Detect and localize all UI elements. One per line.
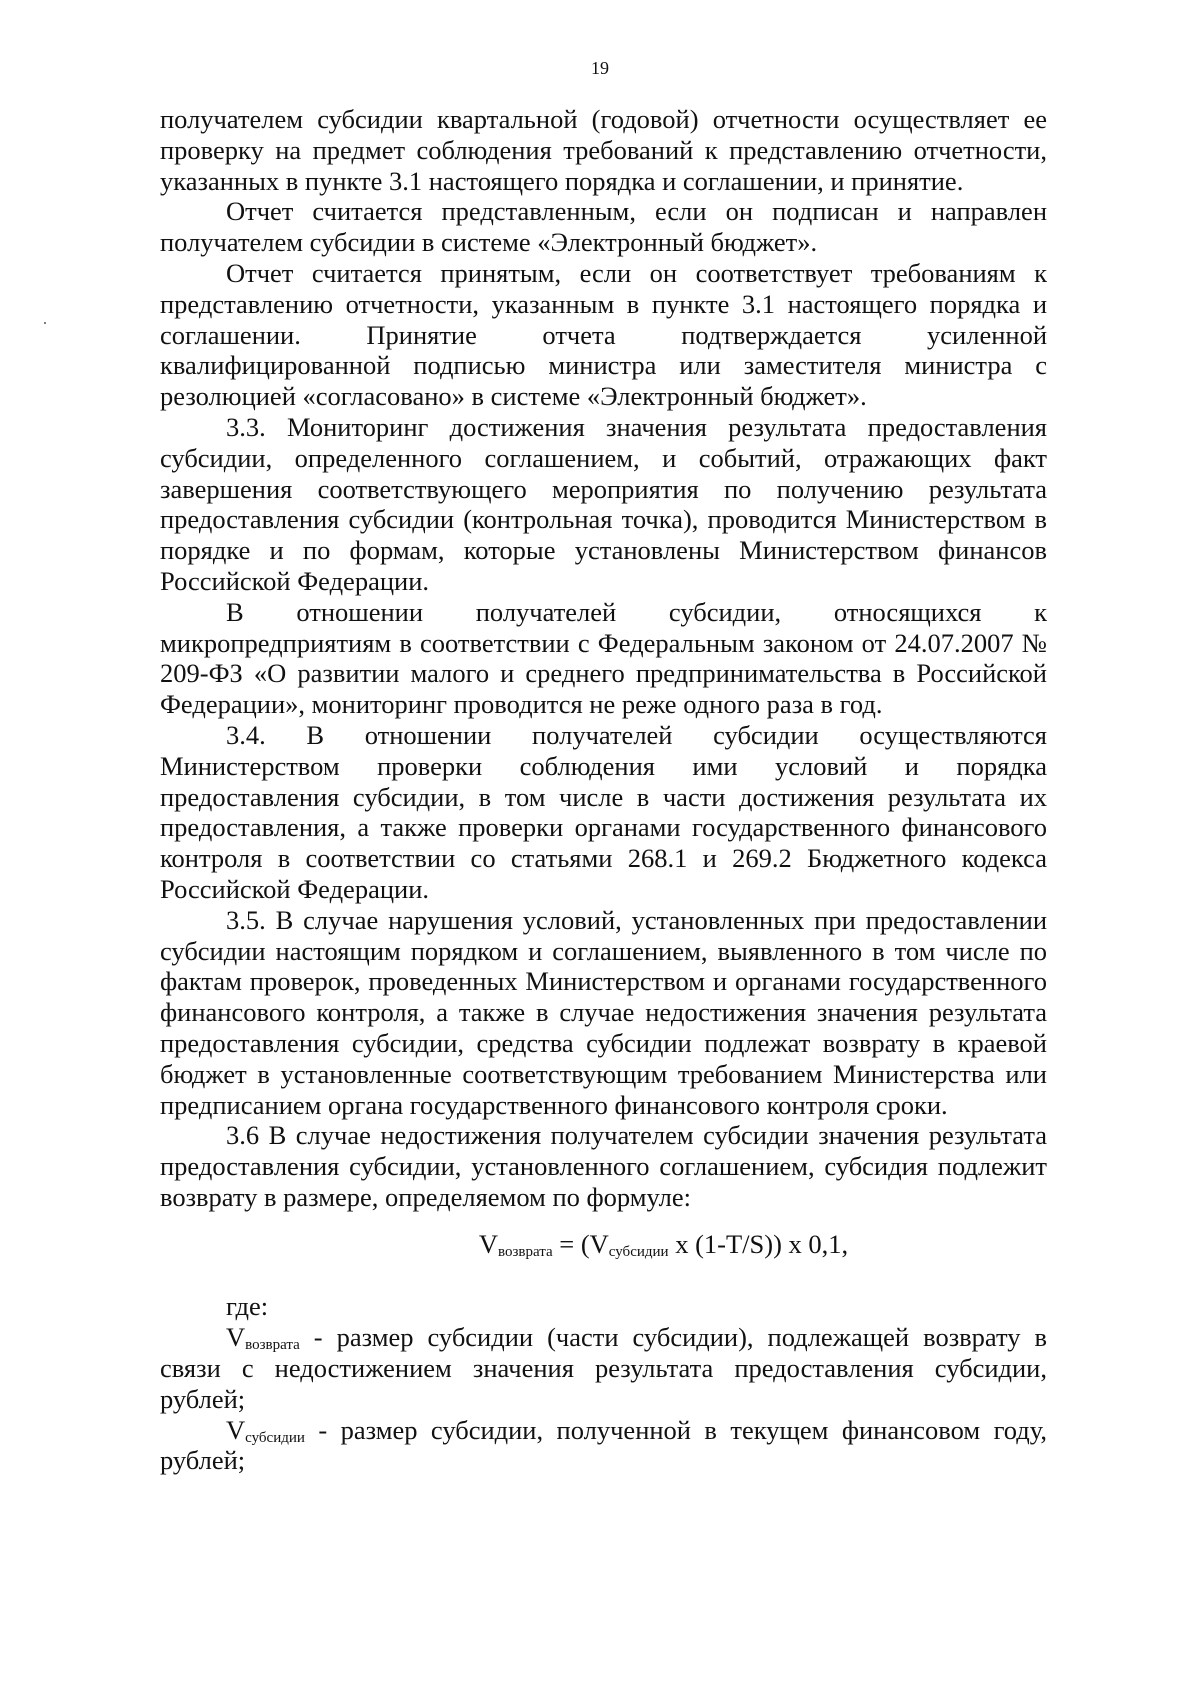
document-body [160, 104, 1047, 1476]
formula-subscript-return: возврата [497, 1243, 553, 1260]
refund-formula [160, 1229, 1047, 1260]
definition-text: - размер субсидии, полученной в текущем финансовом году, рублей; [160, 1414, 1047, 1476]
paragraph-report-submitted: Отчет считается представленным, если он подписан и направлен получателем субсидии в системе «Электронный бюджет». [160, 196, 1047, 258]
paragraph-microenterprises: В отношении получателей субсидии, относящихся к микропредприятиям в соответствии с Федеральным законом от 24.07.2007 № 209-ФЗ «О развитии малого и среднего предпринимательства в Российской Федерации», мониторинг проводится не реже одного раза в год. [160, 596, 1047, 720]
page-number: 19 [591, 58, 609, 78]
definition-symbol: V [226, 1414, 246, 1445]
formula-subscript-subsidy: субсидии [608, 1243, 669, 1260]
definition-v-return [160, 1322, 1047, 1414]
formula-equals: = ( [552, 1228, 590, 1259]
definition-subscript: субсидии [245, 1429, 305, 1446]
paragraph-report-accepted: Отчет считается принятым, если он соответствует требованиям к представлению отчетности, указанным в пункте 3.1 настоящего порядка и соглашении. Принятие отчета подтверждается усиленной квалифицированной подписью министра или заместителя министра с резолюцией «согласовано» в системе «Электронный бюджет». [160, 257, 1047, 412]
paragraph-3-6-refund: 3.6 В случае недостижения получателем субсидии значения результата предоставления субсидии, установленного соглашением, субсидия подлежит возврату в размере, определяемом по формуле: [160, 1120, 1047, 1212]
where-label: где: [226, 1291, 269, 1322]
definition-subscript: возврата [245, 1337, 300, 1354]
paragraph-continuation: получателем субсидии квартальной (годовой) отчетности осуществляет ее проверку на предмет соблюдения требований к представлению отчетности, указанных в пункте 3.1 настоящего порядка и соглашении, и принятие. [160, 104, 1047, 196]
scan-speck [44, 322, 46, 324]
paragraph-3-3-monitoring: 3.3. Мониторинг достижения значения результата предоставления субсидии, определенного соглашением, и событий, отражающих факт завершения соответствующего мероприятия по получению результата предоставления субсидии (контрольная точка), проводится Министерством в порядке и по формам, которые установлены Министерством финансов Российской Федерации. [160, 411, 1047, 596]
definition-text: - размер субсидии (части субсидии), подлежащей возврату в связи с недостижением значения результата предоставления субсидии, рублей; [160, 1322, 1047, 1414]
definition-symbol: V [226, 1322, 246, 1353]
formula-symbol: V [478, 1228, 498, 1259]
paragraph-3-5-violations: 3.5. В случае нарушения условий, установленных при предоставлении субсидии настоящим порядком и соглашением, выявленного в том числе по фактам проверок, проведенных Министерством и органами государственного финансового контроля, а также в случае недостижения значения результата предоставления субсидии, средства субсидии подлежат возврату в краевой бюджет в установленные соответствующим требованием Министерства или предписанием органа государственного финансового контроля сроки. [160, 904, 1047, 1120]
formula-symbol: V [589, 1228, 609, 1259]
paragraph-3-4-inspections: 3.4. В отношении получателей субсидии осуществляются Министерством проверки соблюдения ими условий и порядка предоставления субсидии, в том числе в части достижения результата их предоставления, а также проверки органами государственного финансового контроля в соответствии со статьями 268.1 и 269.2 Бюджетного кодекса Российской Федерации. [160, 719, 1047, 904]
definition-v-subsidy [160, 1415, 1047, 1477]
formula-rest: x (1-T/S)) x 0,1, [668, 1228, 849, 1259]
